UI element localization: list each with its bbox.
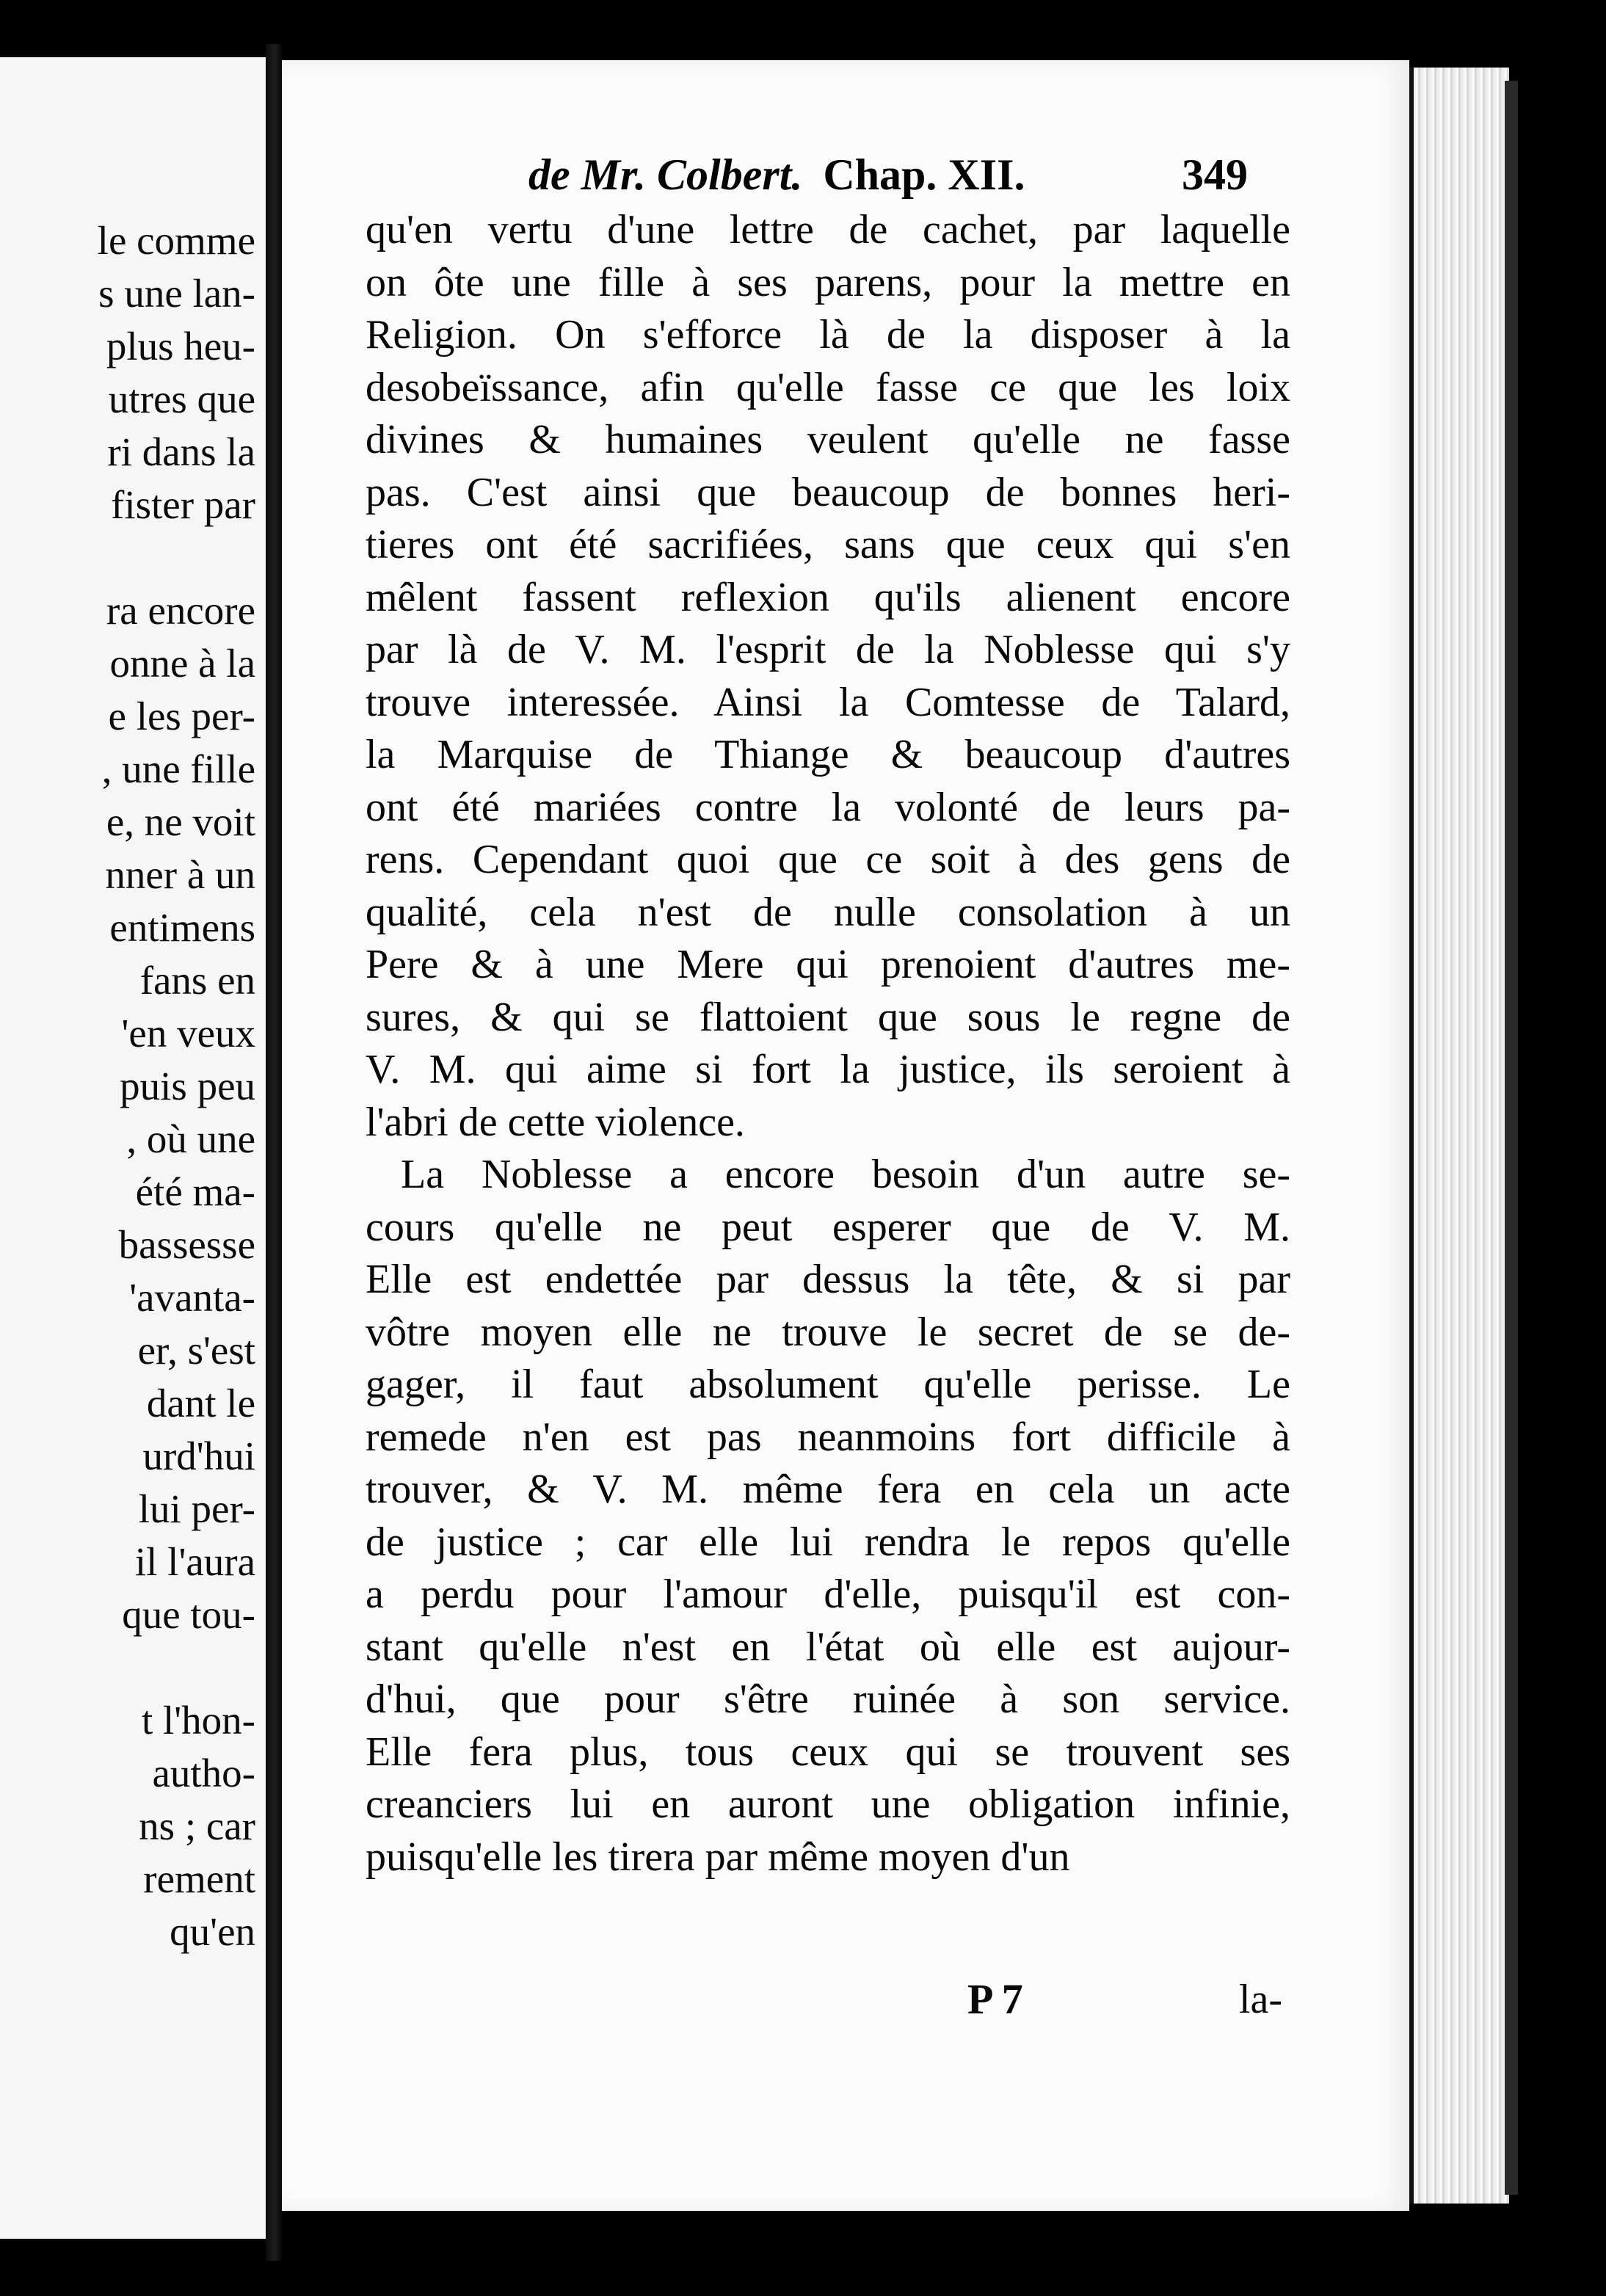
text-line: qu'en vertu d'une lettre de cachet, par laquelle bbox=[366, 207, 1290, 253]
left-page-line: il l'aura bbox=[134, 1539, 255, 1584]
left-page-line: le comme bbox=[97, 218, 255, 263]
page-body-text bbox=[366, 204, 1290, 1883]
left-page-line: bassesse bbox=[118, 1222, 255, 1267]
left-page-text-fragments bbox=[0, 214, 255, 1958]
left-page-line: fister par bbox=[111, 482, 255, 527]
text-line: tieres ont été sacrifiées, sans que ceux qui s'en bbox=[366, 522, 1290, 567]
left-page-line: , une fille bbox=[101, 746, 255, 791]
left-page-line: rement bbox=[143, 1856, 255, 1901]
left-page-line: fans en bbox=[139, 958, 255, 1003]
text-line: La Noblesse a encore besoin d'un autre se- bbox=[401, 1152, 1290, 1197]
text-line: divines & humaines veulent qu'elle ne fasse bbox=[366, 417, 1290, 462]
left-page-line: s une lan- bbox=[98, 271, 255, 316]
fore-edge-shadow bbox=[1505, 81, 1518, 2195]
text-line: qualité, cela n'est de nulle consolation à un bbox=[366, 889, 1290, 935]
text-line: a perdu pour l'amour d'elle, puisqu'il est con- bbox=[366, 1572, 1290, 1617]
text-line: Pere & à une Mere qui prenoient d'autres me- bbox=[366, 942, 1290, 987]
text-line: on ôte une fille à ses parens, pour la mettre en bbox=[366, 259, 1290, 305]
left-page-line: lui per- bbox=[138, 1486, 255, 1531]
text-line: trouver, & V. M. même fera en cela un acte bbox=[366, 1467, 1290, 1512]
text-line: remede n'en est pas neanmoins fort difficile à bbox=[366, 1414, 1290, 1460]
book-gutter bbox=[266, 44, 282, 2261]
left-page-line: t l'hon- bbox=[141, 1698, 255, 1743]
text-line: cours qu'elle ne peut esperer que de V. M. bbox=[366, 1204, 1290, 1250]
left-page-line: 'en veux bbox=[121, 1011, 255, 1056]
left-page-line: onne à la bbox=[109, 641, 255, 686]
left-page-line: que tou- bbox=[122, 1592, 255, 1637]
text-line: sures, & qui se flattoient que sous le regne de bbox=[366, 994, 1290, 1040]
text-line: par là de V. M. l'esprit de la Noblesse qui s'y bbox=[366, 627, 1290, 672]
left-page-line: dant le bbox=[146, 1381, 255, 1425]
left-page-line: ri dans la bbox=[107, 429, 255, 474]
left-page-line: e, ne voit bbox=[106, 799, 255, 844]
text-line: rens. Cependant quoi que ce soit à des gens de bbox=[366, 837, 1290, 882]
catchword: la- bbox=[1239, 1977, 1283, 2022]
left-page-line: qu'en bbox=[170, 1909, 255, 1954]
left-page-line: er, s'est bbox=[137, 1328, 255, 1373]
text-line: ont été mariées contre la volonté de leurs pa- bbox=[366, 784, 1290, 830]
left-page-line: ra encore bbox=[106, 588, 255, 633]
left-page-line: ns ; car bbox=[139, 1803, 255, 1848]
left-page-line bbox=[0, 531, 255, 584]
text-line: gager, il faut absolument qu'elle perisse. Le bbox=[366, 1362, 1290, 1407]
text-line: d'hui, que pour s'être ruinée à son service. bbox=[366, 1676, 1290, 1722]
text-line: stant qu'elle n'est en l'état où elle est aujour- bbox=[366, 1624, 1290, 1670]
text-line: de justice ; car elle lui rendra le repos qu'elle bbox=[366, 1519, 1290, 1565]
text-line: mêlent fassent reflexion qu'ils alienent encore bbox=[366, 574, 1290, 620]
text-line: Religion. On s'efforce là de la disposer à la bbox=[366, 312, 1290, 357]
left-page-line: e les per- bbox=[108, 694, 255, 738]
running-head-title: de Mr. Colbert. bbox=[528, 150, 803, 199]
left-page-line: entimens bbox=[109, 905, 255, 950]
text-line: vôtre moyen elle ne trouve le secret de se de- bbox=[366, 1309, 1290, 1355]
left-page-line: autho- bbox=[152, 1751, 255, 1795]
running-head bbox=[528, 145, 1248, 204]
left-page-line: , où une bbox=[126, 1116, 255, 1161]
text-line: V. M. qui aime si fort la justice, ils seroient à bbox=[366, 1047, 1290, 1092]
page-fore-edge bbox=[1409, 68, 1509, 2204]
text-line: creanciers lui en auront une obligation infinie, bbox=[366, 1781, 1290, 1827]
text-line: puisqu'elle les tirera par même moyen d'un bbox=[366, 1834, 1070, 1880]
left-page-line: utres que bbox=[108, 377, 255, 421]
left-page-line: plus heu- bbox=[106, 324, 255, 368]
text-line: pas. C'est ainsi que beaucoup de bonnes heri- bbox=[366, 469, 1290, 515]
text-line: trouve interessée. Ainsi la Comtesse de Talard, bbox=[366, 679, 1290, 725]
text-line: l'abri de cette violence. bbox=[366, 1099, 745, 1145]
left-page-line: puis peu bbox=[120, 1064, 255, 1108]
page-number: 349 bbox=[1182, 150, 1248, 199]
left-facing-page bbox=[0, 57, 268, 2239]
text-line: Elle fera plus, tous ceux qui se trouvent ses bbox=[366, 1729, 1290, 1775]
left-page-line: 'avanta- bbox=[129, 1275, 255, 1320]
left-page-line bbox=[0, 1641, 255, 1694]
text-line: Elle est endettée par dessus la tête, & si par bbox=[366, 1257, 1290, 1302]
signature-mark: P 7 bbox=[967, 1975, 1023, 2023]
left-page-line: nner à un bbox=[105, 852, 255, 897]
left-page-line: urd'hui bbox=[142, 1434, 255, 1478]
running-head-chapter: Chap. XII. bbox=[823, 150, 1025, 199]
text-line: desobeïssance, afin qu'elle fasse ce que les loix bbox=[366, 364, 1290, 410]
left-page-line: été ma- bbox=[135, 1169, 255, 1214]
text-line: la Marquise de Thiange & beaucoup d'autres bbox=[366, 732, 1290, 777]
